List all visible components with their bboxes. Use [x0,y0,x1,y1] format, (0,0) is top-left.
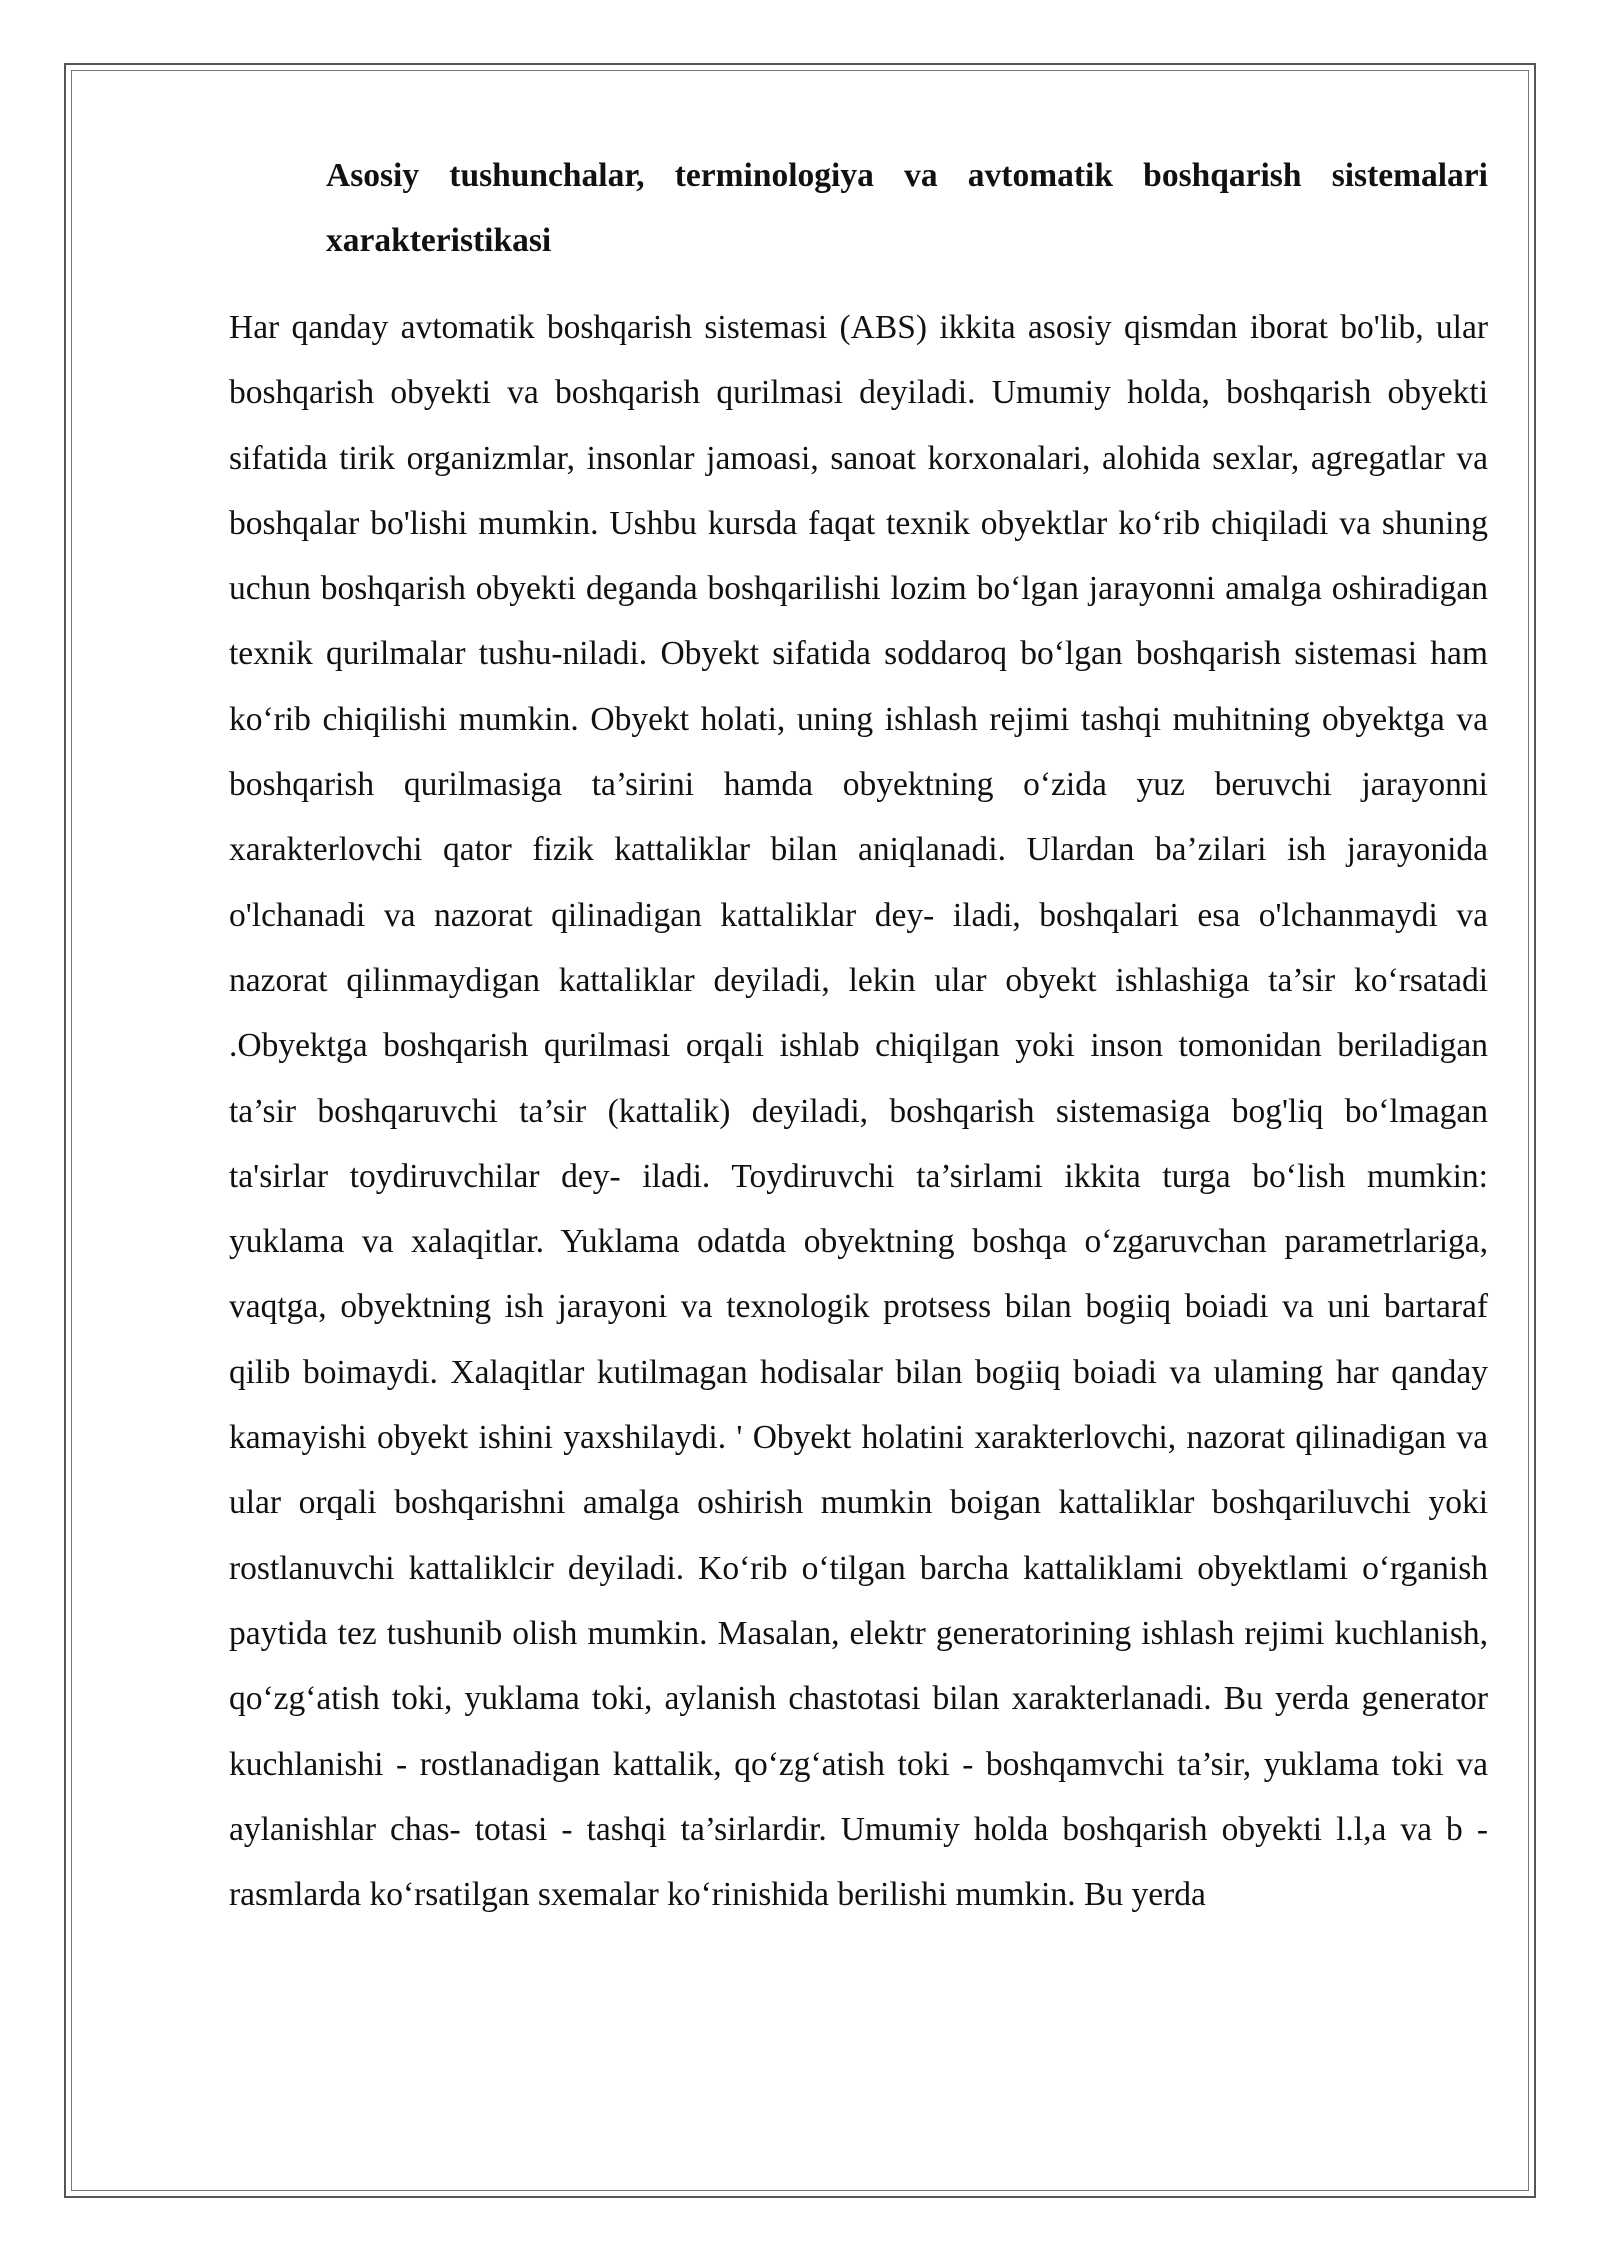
document-heading: Asosiy tushunchalar, terminologiya va avtomatik boshqarish sistemalari xarakteristikasi [326,157,1488,259]
body-paragraph: Har qanday avtomatik boshqarish sistemasi (ABS) ikkita asosiy qismdan iborat bo'lib, ular boshqarish obyekti va boshqarish qurilmasi deyiladi. Umumiy holda, boshqarish obyekti sifatida tirik organizmlar, insonlar jamoasi, sanoat korxonalari, alohida sexlar, agregatlar va boshqalar bo'lishi mumkin. Ushbu kursda faqat texnik obyektlar ko‘rib chiqiladi va shuning uchun boshqarish obyekti deganda boshqarilishi lozim bo‘lgan jarayonni amalga oshiradigan texnik qurilmalar tushu-niladi. Obyekt sifatida soddaroq bo‘lgan boshqarish sistemasi ham ko‘rib chiqilishi mumkin. Obyekt holati, uning ishlash rejimi tashqi muhitning obyektga va boshqarish qurilmasiga ta’sirini hamda obyektning o‘zida yuz beruvchi jarayonni xarakterlovchi qator fizik kattaliklar bilan aniqlanadi. Ulardan ba’zilari ish jarayonida o'lchanadi va nazorat qilinadigan kattaliklar dey- iladi, boshqalari esa o'lchanmaydi va nazorat qilinmaydigan kattaliklar deyiladi, lekin ular obyekt ishlashiga ta’sir ko‘rsatadi .Obyektga boshqarish qurilmasi orqali ishlab chiqilgan yoki inson tomonidan beriladigan ta’sir boshqaruvchi ta’sir (kattalik) deyiladi, boshqarish sistemasiga bog'liq bo‘lmagan ta'sirlar toydiruvchilar dey- iladi. Toydiruvchi ta’sirlami ikkita turga bo‘lish mumkin: yuklama va xalaqitlar. Yuklama odatda obyektning boshqa o‘zgaruvchan parametrlariga, vaqtga, obyektning ish jarayoni va texnologik protsess bilan bogiiq boiadi va uni bartaraf qilib boimaydi. Xalaqitlar kutilmagan hodisalar bilan bogiiq boiadi va ulaming har qanday kamayishi obyekt ishini yaxshilaydi. ' Obyekt holatini xarakterlovchi, nazorat qilinadigan va ular orqali boshqarishni amalga oshirish mumkin boigan kattaliklar boshqariluvchi yoki rostlanuvchi kattaliklcir deyiladi. Ko‘rib o‘tilgan barcha kattaliklami obyektlami o‘rganish paytida tez tushunib olish mumkin. Masalan, elektr generatorining ishlash rejimi kuchlanish, qo‘zg‘atish toki, yuklama toki, aylanish chastotasi bilan xarakterlanadi. Bu yerda generator kuchlanishi - rostlanadigan kattalik, qo‘zg‘atish toki - boshqamvchi ta’sir, yuklama toki va aylanishlar chas- totasi - tashqi ta’sirlardir. Umumiy holda boshqarish obyekti l.l,a va b - rasmlarda ko‘rsatilgan sxemalar ko‘rinishida berilishi mumkin. Bu yerda [229,309,1488,1914]
